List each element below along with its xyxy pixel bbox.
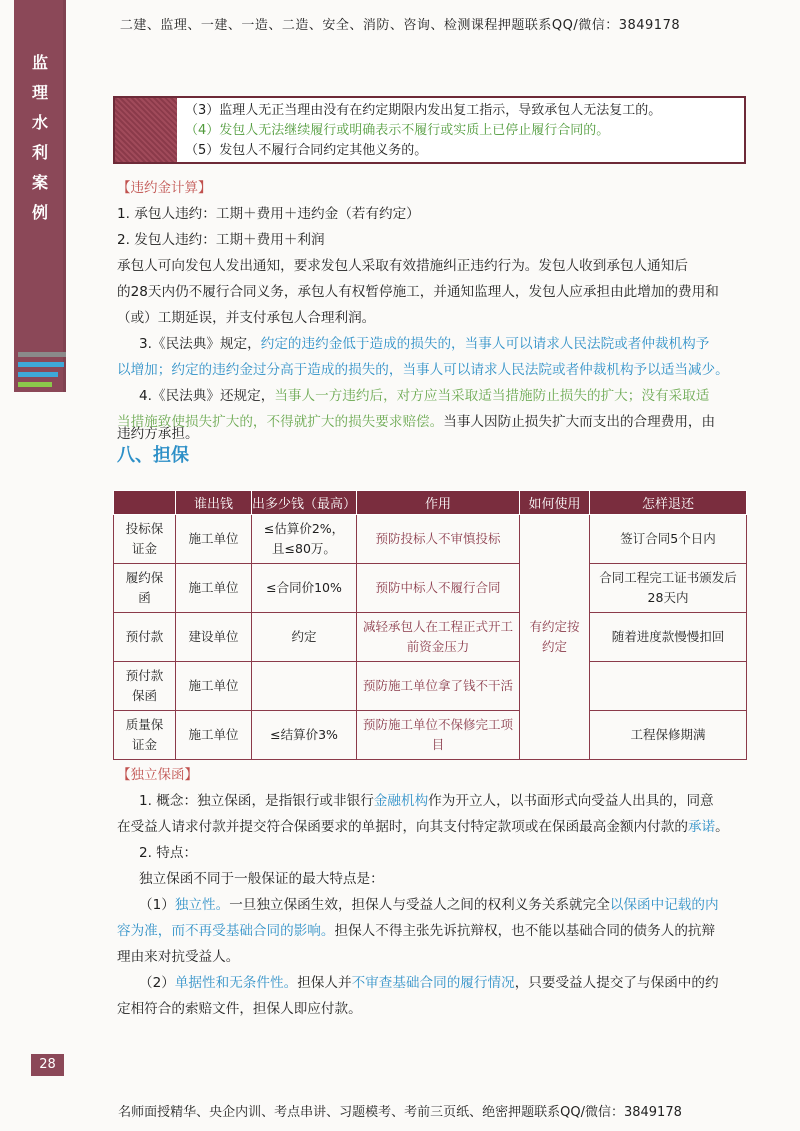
feature-1-line-1 — [139, 892, 769, 918]
concept-end: 。 — [715, 819, 729, 835]
table-cell: 签订合同5个日内 — [590, 515, 747, 564]
item3-highlight: 约定的违约金低于造成的损失的，当事人可以请求人民法院或者仲裁机构予 — [260, 336, 710, 352]
table-cell: 随着进度款慢慢扣回 — [590, 613, 747, 662]
item4-highlight: 当事人一方违约后，对方应当采取适当措施防止损失的扩大；没有采取适 — [274, 388, 710, 404]
table-cell: ≤估算价2%，且≤80万。 — [252, 515, 357, 564]
table-row — [114, 564, 747, 613]
sidebar-decor-bar — [18, 372, 58, 377]
f2-highlight: 单据性和无条件性。 — [174, 975, 298, 991]
table-cell: ≤结算价3% — [252, 711, 357, 760]
table-row — [114, 711, 747, 760]
table-cell — [252, 662, 357, 711]
penalty-item-2: 2. 发包人违约：工期＋费用＋利润 — [117, 232, 325, 248]
penalty-para-line: （或）工期延误，并支付承包人合理利润。 — [117, 310, 376, 326]
table-row — [114, 515, 747, 564]
f2-tail: ，只要受益人提交了与保函中的约 — [514, 975, 719, 991]
feature-label: 2. 特点： — [139, 845, 198, 861]
concept-mid: 作为开立人，以书面形式向受益人出具的，同意 — [428, 793, 714, 809]
table-cell: 工程保修期满 — [590, 711, 747, 760]
case-line: （4）发包人无法继续履行或明确表示不履行或实质上已停止履行合同的。 — [185, 123, 610, 138]
item3-prefix: 3.《民法典》规定， — [139, 336, 261, 352]
penalty-item-3 — [139, 331, 769, 357]
section-title: 八、担保 — [117, 445, 189, 466]
sidebar — [14, 0, 66, 392]
item4-line3: 违约方承担。 — [117, 426, 199, 442]
concept-highlight: 金融机构 — [373, 793, 429, 809]
sidebar-decor-bar — [18, 352, 66, 357]
table-cell: 履约保函 — [114, 564, 176, 613]
feature-2-line-2: 定相符合的索赔文件，担保人即应付款。 — [117, 1001, 362, 1017]
item4-highlight-2: 当措施致使损失扩大的，不得就扩大的损失要求赔偿。 — [117, 414, 444, 430]
f2-mid: 担保人并 — [297, 975, 352, 991]
table-cell: 预防施工单位拿了钱不干活 — [357, 662, 520, 711]
penalty-heading: 【违约金计算】 — [117, 180, 212, 196]
table-cell — [590, 662, 747, 711]
penalty-item-4-line3-wrap — [117, 421, 747, 447]
f1-tail: 担保人不得主张先诉抗辩权，也不能以基础合同的债务人的抗辩 — [334, 923, 716, 939]
table-header-row — [114, 491, 747, 515]
table-header: 怎样退还 — [590, 491, 747, 515]
page-number: 28 — [31, 1054, 64, 1076]
concept-line2: 在受益人请求付款并提交符合保函要求的单据时，向其支付特定款项或在保函最高金额内付款的 — [117, 819, 688, 835]
f1-prefix: （1） — [139, 897, 175, 913]
f2-highlight-2: 不审查基础合同的履行情况 — [351, 975, 515, 991]
table-header: 谁出钱 — [176, 491, 252, 515]
table-cell: 施工单位 — [176, 711, 252, 760]
case-line: （5）发包人不履行合同约定其他义务的。 — [185, 143, 428, 158]
penalty-para-line: 承包人可向发包人发出通知，要求发包人采取有效措施纠正违约行为。发包人收到承包人通知后 — [117, 258, 688, 274]
footer-ad-banner: 名师面授精华、央企内训、考点串讲、习题模考、考前三页纸、绝密押题联系QQ/微信：3849178 — [118, 1105, 682, 1120]
item3-highlight-line2: 以增加；约定的违约金过分高于造成的损失的，当事人可以请求人民法院或者仲裁机构予以适当减少。 — [117, 362, 729, 378]
table-cell: 预防中标人不履行合同 — [357, 564, 520, 613]
table-row — [114, 613, 747, 662]
table-cell: 建设单位 — [176, 613, 252, 662]
sidebar-char: 水 — [31, 113, 48, 132]
top-ad-banner: 二建、监理、一建、一造、二造、安全、消防、咨询、检测课程押题联系QQ/微信：3849178 — [119, 18, 681, 33]
penalty-section — [117, 175, 747, 435]
independent-guarantee-section — [117, 762, 747, 1017]
table-cell: 预付款保函 — [114, 662, 176, 711]
table-cell: 预防施工单位不保修完工项目 — [357, 711, 520, 760]
f1-mid: 一旦独立保函生效，担保人与受益人之间的权利义务关系就完全 — [229, 897, 610, 913]
f2-prefix: （2） — [139, 975, 175, 991]
table-header — [114, 491, 176, 515]
sidebar-char: 例 — [31, 203, 48, 222]
table-cell: 质量保证金 — [114, 711, 176, 760]
table-cell: 预防投标人不审慎投标 — [357, 515, 520, 564]
feature-intro: 独立保函不同于一般保证的最大特点是： — [139, 871, 384, 887]
table-cell: 减轻承包人在工程正式开工前资金压力 — [357, 613, 520, 662]
independent-heading: 【独立保函】 — [117, 767, 198, 783]
sidebar-title — [14, 48, 66, 228]
item4-prefix: 4.《民法典》还规定， — [139, 388, 275, 404]
feature-1-line-2 — [117, 918, 747, 944]
table-cell: 施工单位 — [176, 662, 252, 711]
table-cell: ≤合同价10% — [252, 564, 357, 613]
sidebar-char: 理 — [31, 83, 48, 102]
f1-highlight-3: 容为准，而不再受基础合同的影响。 — [117, 923, 335, 939]
feature-1-line-3: 理由来对抗受益人。 — [117, 949, 240, 965]
concept-highlight-2: 承诺 — [687, 819, 716, 835]
sidebar-char: 利 — [31, 143, 48, 162]
table-cell: 投标保证金 — [114, 515, 176, 564]
concept-line-2 — [117, 814, 747, 840]
sidebar-char: 监 — [31, 53, 48, 72]
table-cell: 施工单位 — [176, 564, 252, 613]
guarantee-table — [113, 490, 746, 760]
table-header: 作用 — [357, 491, 520, 515]
case-box-lines — [185, 101, 740, 161]
table-row — [114, 662, 747, 711]
table-cell: 施工单位 — [176, 515, 252, 564]
case-line: （3）监理人无正当理由没有在约定期限内发出复工指示，导致承包人无法复工的。 — [185, 103, 662, 118]
penalty-para-line: 的28天内仍不履行合同义务，承包人有权暂停施工，并通知监理人，发包人应承担由此增加的费用和 — [117, 284, 719, 300]
table-header: 如何使用 — [520, 491, 590, 515]
f1-highlight-2: 以保函中记载的内 — [609, 897, 719, 913]
sidebar-decor-bar — [18, 382, 52, 387]
penalty-item-4 — [139, 383, 769, 409]
penalty-item-1: 1. 承包人违约：工期＋费用＋违约金（若有约定） — [117, 206, 420, 222]
table-cell: 预付款 — [114, 613, 176, 662]
case-box-pattern — [115, 98, 177, 162]
item4-tail: 当事人因防止损失扩大而支出的合理费用，由 — [443, 414, 716, 430]
concept-prefix: 1. 概念：独立保函，是指银行或非银行 — [139, 793, 374, 809]
table-cell: 合同工程完工证书颁发后28天内 — [590, 564, 747, 613]
case-box — [113, 96, 746, 164]
sidebar-decor-bar — [18, 362, 64, 367]
f1-highlight: 独立性。 — [174, 897, 230, 913]
table-cell: 约定 — [252, 613, 357, 662]
table-header: 出多少钱（最高） — [252, 491, 357, 515]
sidebar-char: 案 — [31, 173, 48, 192]
table-cell-usage: 有约定按约定 — [520, 515, 590, 760]
feature-2-line-1 — [139, 970, 769, 996]
concept-line-1 — [139, 788, 769, 814]
